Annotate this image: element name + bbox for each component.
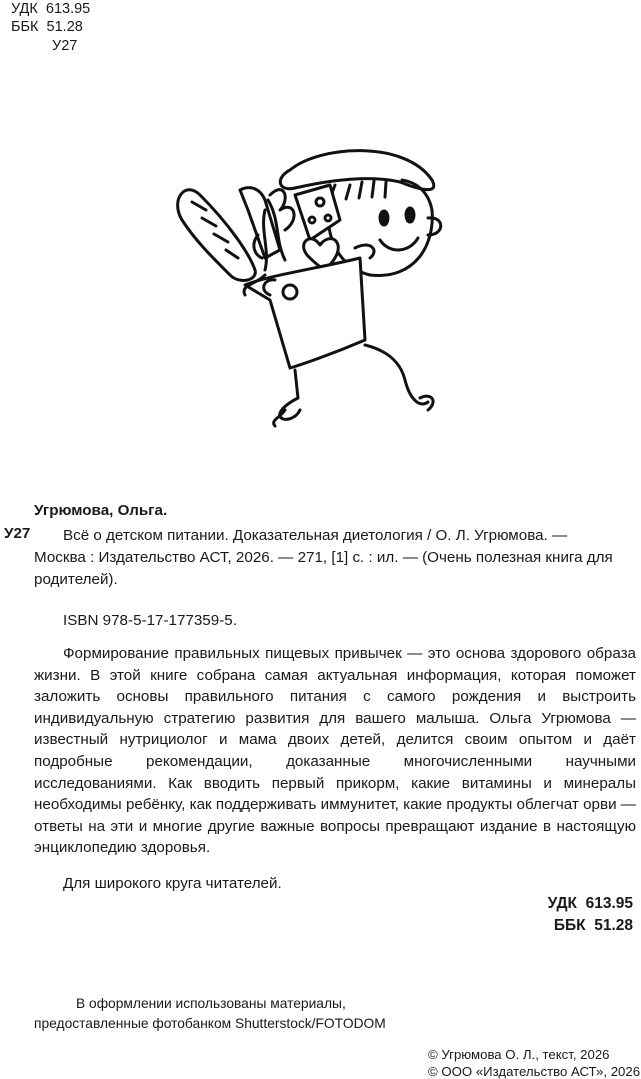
footer-bbk: ББК 51.28: [553, 917, 633, 934]
credits-line-1: В оформлении использованы материалы,: [76, 996, 346, 1011]
bib-author: Угрюмова, Ольга.: [34, 502, 168, 519]
child-with-grocery-bag-illustration: [170, 140, 460, 430]
header-udk: УДК 613.95: [11, 1, 91, 17]
credits-line-2: предоставленные фотобанком Shutterstock/FOTODOM: [34, 1016, 386, 1031]
annotation-text: Формирование правильных пищевых привычек — это основа здорового образа жизни. В этой книге собрана самая актуальная информация, которая поможет заложить основы правильного питания с самого рождения и выстроить индивидуальную стратегию развития для вашего малыша. Ольга Угрюмова — известный нутрициолог и мама двоих детей, делится своим опытом и даёт подробные рекомендации, доказанные многочисленными научными исследованиями. Как вводить первый прикорм, какие витамины и минералы необходимы ребёнку, как поддерживать иммунитет, какие продукты облегчат орви — ответы на эти и многие другие важные вопросы превращают издание в настоящую энциклопедию здоровья.: [34, 645, 636, 857]
bib-isbn: ISBN 978-5-17-177359-5.: [63, 612, 237, 629]
footer-udk: УДК 613.95: [547, 895, 633, 912]
bib-title-cont: Москва : Издательство АСТ, 2026. — 271, [1] с. : ил. — (Очень полезная книга для родителей).: [34, 549, 613, 588]
bib-title-line: Всё о детском питании. Доказательная диетология / О. Л. Угрюмова. —: [63, 527, 568, 544]
header-bbk: ББК 51.28: [11, 19, 83, 35]
header-cutter: У27: [52, 38, 78, 54]
copyright-publisher: © ООО «Издательство АСТ», 2026: [428, 1064, 641, 1079]
annotation-audience: Для широкого круга читателей.: [63, 875, 282, 892]
copyright-author: © Угрюмова О. Л., текст, 2026: [428, 1047, 610, 1062]
bib-cutter: У27: [4, 525, 31, 542]
